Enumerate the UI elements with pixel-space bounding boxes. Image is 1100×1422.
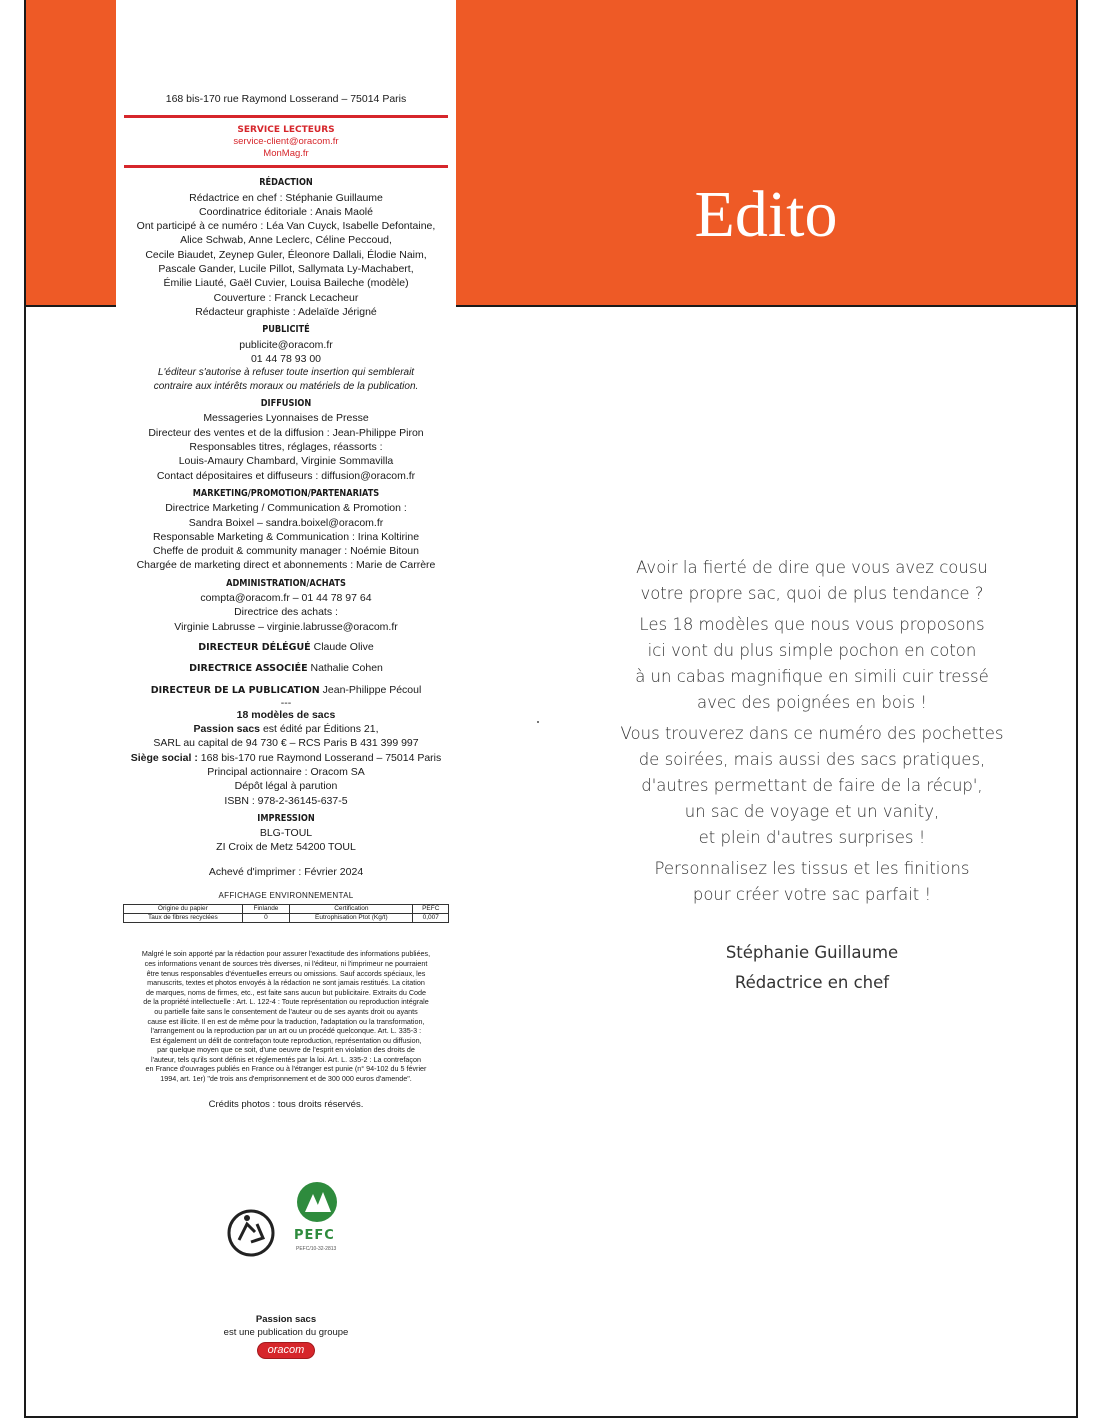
recycle-and-pefc-logos <box>225 1180 355 1270</box>
diffusion-line: Louis-Amaury Chambard, Virginie Sommavilla <box>178 455 394 468</box>
table-cell: 0,007 <box>413 914 449 923</box>
legal-line: ou partielle faite sans le consentement de l'auteur ou de ses ayants droit ou ayants <box>154 1006 418 1016</box>
marketing-line: Responsable Marketing & Communication : Irina Koltirine <box>152 530 420 543</box>
photo-credits: Crédits photos : tous droits réservés. <box>208 1098 364 1110</box>
directrice-associee-name: Nathalie Cohen <box>310 662 383 675</box>
redaction-line: Alice Schwab, Anne Leclerc, Céline Peccoud, <box>180 234 392 247</box>
edito-line: votre propre sac, quoi de plus tendance ? <box>640 584 984 603</box>
edito-line: ici vont du plus simple pochon en coton <box>647 641 977 660</box>
legal-line: ces informations venant de sources très diverses, ni l'éditeur, ni l'imprimeur ne pourraient <box>144 958 428 968</box>
publicite-note: contraire aux intérêts moraux ou matériels de la publication. <box>153 380 419 392</box>
address: 168 bis-170 rue Raymond Losserand – 75014 Paris <box>165 93 407 105</box>
publicite-heading: PUBLICITÉ <box>262 324 310 336</box>
edito-body <box>600 555 1024 913</box>
edito-title: Edito <box>694 178 838 251</box>
marketing-line: Chargée de marketing direct et abonnements : Marie de Carrère <box>136 559 436 572</box>
edited-by: est édité par Éditions 21, <box>262 723 379 736</box>
legal-line: manuscrits, textes et photos envoyés à la rédaction ne sont jamais restitués. La citation <box>147 978 425 988</box>
edito-paragraph <box>600 612 1024 716</box>
edition-depot: Dépôt légal à parution <box>234 780 338 793</box>
edition-siege <box>118 751 454 765</box>
redaction-list <box>118 191 454 320</box>
service-lecteurs-email: service-client@oracom.fr <box>233 136 339 148</box>
directeur-publication-name: Jean-Philippe Pécoul <box>322 683 422 696</box>
edito-line: et plein d'autres surprises ! <box>698 828 926 847</box>
legal-line: de la propriété intellectuelle : Art. L. 122-4 : Toute représentation ou reproduction intégrale <box>143 997 429 1007</box>
edition-isbn: ISBN : 978-2-36145-637-5 <box>224 794 348 807</box>
table-cell: Certification <box>290 905 413 914</box>
edito-line: un sac de voyage et un vanity, <box>684 802 940 821</box>
env-table <box>123 904 449 923</box>
redaction-line: Couverture : Franck Lecacheur <box>213 291 359 304</box>
redaction-line: Cecile Biaudet, Zeynep Guler, Éleonore Dallali, Élodie Naim, <box>145 248 427 261</box>
pefc-label: PEFC <box>294 1228 335 1243</box>
acheve-imprimer: Achevé d'imprimer : Février 2024 <box>208 865 364 878</box>
impression-heading: IMPRESSION <box>257 812 315 824</box>
publicite-note: L'éditeur s'autorise à refuser toute insertion qui semblerait <box>157 367 415 379</box>
impression-line: BLG-TOUL <box>259 827 313 840</box>
service-lecteurs <box>118 124 454 160</box>
directeur-publication <box>118 683 454 698</box>
marketing-line: Cheffe de produit & community manager : Noémie Bitoun <box>153 545 419 558</box>
administration-line: Virginie Labrusse – virginie.labrusse@oracom.fr <box>174 620 398 633</box>
edition-publisher <box>118 722 454 736</box>
directeur-delegue-name: Claude Olive <box>313 640 374 653</box>
edito-line: d'autres permettant de faire de la récup', <box>641 776 983 795</box>
oracom-logo: oracom <box>257 1342 316 1359</box>
legal-line: Est également un délit de contrefaçon toute reproduction, représentation ou diffusion, <box>150 1035 422 1045</box>
edito-line: Personnalisez les tissus et les finitions <box>654 859 970 878</box>
mag-name: Passion sacs <box>193 723 261 736</box>
redaction-line: Rédacteur graphiste : Adelaïde Jérigné <box>195 305 377 318</box>
marketing-line: Directrice Marketing / Communication & Promotion : <box>165 502 407 515</box>
directeur-delegue-label: DIRECTEUR DÉLÉGUÉ <box>198 641 311 653</box>
colophon <box>118 92 454 1112</box>
table-cell: Finlande <box>242 905 290 914</box>
pefc-code: PEFC/10-32-2813 <box>296 1246 337 1252</box>
edito-line: avec des poignées en bois ! <box>697 693 927 712</box>
table-cell: Origine du papier <box>124 905 243 914</box>
edito-line: Les 18 modèles que nous vous proposons <box>639 615 985 634</box>
red-rule-top <box>124 115 448 118</box>
redaction-heading: RÉDACTION <box>259 177 313 189</box>
signature <box>600 938 1024 998</box>
legal-line: par quelque moyen que ce soit, d'une oeuvre de l'esprit en violation des droits de <box>157 1045 415 1055</box>
table-cell: 0 <box>242 914 290 923</box>
edition-sarl: SARL au capital de 94 730 € – RCS Paris B 431 399 997 <box>153 737 419 750</box>
directeur-delegue <box>118 640 454 655</box>
siege-address: 168 bis-170 rue Raymond Losserand – 75014 Paris <box>200 751 442 764</box>
header-band-left <box>26 0 116 307</box>
publication-info <box>118 1313 454 1359</box>
legal-line: cause est illicite. Il en est de même pour la traduction, l'adaptation ou la transformation, <box>147 1016 425 1026</box>
siege-label: Siège social : <box>130 751 198 764</box>
redaction-line: Coordinatrice éditoriale : Anais Maolé <box>199 205 373 218</box>
edito-line: à un cabas magnifique en simili cuir tressé <box>635 667 989 686</box>
administration-line: compta@oracom.fr – 01 44 78 97 64 <box>200 592 372 605</box>
diffusion-line: Contact dépositaires et diffuseurs : diffusion@oracom.fr <box>156 469 416 482</box>
pefc-icon <box>285 1180 349 1266</box>
legal-line: être tenus responsables d'éventuelles erreurs ou omissions. Sauf accords spéciaux, les <box>146 968 426 978</box>
diffusion-line: Directeur des ventes et de la diffusion : Jean-Philippe Piron <box>148 426 424 439</box>
redaction-line: Émilie Liauté, Gaël Cuvier, Louisa Baileche (modèle) <box>163 277 409 290</box>
redaction-line: Ont participé à ce numéro : Léa Van Cuyck, Isabelle Defontaine, <box>136 220 436 233</box>
legal-line: 1994, art. 1er) "de trois ans d'emprisonnement et de 300 000 euros d'amende". <box>160 1074 412 1084</box>
legal-line: en France d'ouvrages publiés en France ou à l'étranger est punie (n° 94-102 du 5 février <box>145 1064 427 1074</box>
logos <box>225 1180 355 1275</box>
diffusion-line: Messageries Lyonnaises de Presse <box>203 412 369 425</box>
marketing-line: Sandra Boixel – sandra.boixel@oracom.fr <box>188 516 384 529</box>
header-band-right <box>456 0 1076 307</box>
service-lecteurs-site: MonMag.fr <box>263 148 309 160</box>
speck <box>537 721 539 723</box>
table-cell: Taux de fibres recyclées <box>124 914 243 923</box>
table-row <box>124 914 449 923</box>
publication-name: Passion sacs <box>255 1314 317 1325</box>
edition-title: 18 modèles de sacs <box>236 708 336 721</box>
diffusion-line: Responsables titres, réglages, réassorts : <box>189 441 383 454</box>
table-row <box>124 905 449 914</box>
red-rule-bottom <box>124 165 448 168</box>
publication-line: est une publication du groupe <box>223 1327 349 1338</box>
edito-line: pour créer votre sac parfait ! <box>692 885 932 904</box>
administration-heading: ADMINISTRATION/ACHATS <box>226 577 346 589</box>
edito-line: Avoir la fierté de dire que vous avez cousu <box>636 558 988 577</box>
redaction-line: Rédactrice en chef : Stéphanie Guillaume <box>189 191 383 204</box>
marketing-heading: MARKETING/PROMOTION/PARTENARIATS <box>192 487 380 499</box>
legal-line: de marques, noms de firmes, etc., est faite sans aucun but publicitaire. Extraits du Code <box>145 987 427 997</box>
publicite-email: publicite@oracom.fr <box>239 338 333 351</box>
legal-notice <box>118 949 454 1083</box>
impression-line: ZI Croix de Metz 54200 TOUL <box>216 841 356 854</box>
directrice-associee <box>118 661 454 676</box>
edito-paragraph <box>600 856 1024 908</box>
publicite-phone: 01 44 78 93 00 <box>250 352 322 365</box>
separator: --- <box>280 696 292 709</box>
env-title: AFFICHAGE ENVIRONNEMENTAL <box>218 891 354 901</box>
legal-line: l'auteur, tels qu'ils sont définis et réglementés par la loi. Art. L. 335-2 : La contrefaçon <box>150 1054 422 1064</box>
directeur-publication-label: DIRECTEUR DE LA PUBLICATION <box>150 684 320 696</box>
edition-actionnaire: Principal actionnaire : Oracom SA <box>207 765 365 778</box>
edito-paragraph <box>600 721 1024 851</box>
directrice-associee-label: DIRECTRICE ASSOCIÉE <box>189 663 308 675</box>
edito-line: Vous trouverez dans ce numéro des pochettes <box>620 724 1004 743</box>
table-cell: Eutrophisation Ptot (Kg/t) <box>290 914 413 923</box>
edito-line: de soirées, mais aussi des sacs pratiques, <box>638 750 986 769</box>
service-lecteurs-heading: SERVICE LECTEURS <box>237 125 335 136</box>
recycle-icon <box>229 1211 273 1255</box>
diffusion-heading: DIFFUSION <box>260 398 312 410</box>
legal-line: l'arrangement ou la reproduction par un art ou un procédé quelconque. Art. L. 335-3 : <box>150 1026 422 1036</box>
edito-paragraph <box>600 555 1024 607</box>
administration-line: Directrice des achats : <box>234 606 338 619</box>
signature-role: Rédactrice en chef <box>734 973 890 992</box>
legal-line: Malgré le soin apporté par la rédaction pour assurer l'exactitude des informations publiées, <box>141 949 431 959</box>
table-cell: PEFC <box>413 905 449 914</box>
redaction-line: Pascale Gander, Lucile Pillot, Sallymata Ly-Machabert, <box>158 263 414 276</box>
signature-name: Stéphanie Guillaume <box>725 943 899 962</box>
